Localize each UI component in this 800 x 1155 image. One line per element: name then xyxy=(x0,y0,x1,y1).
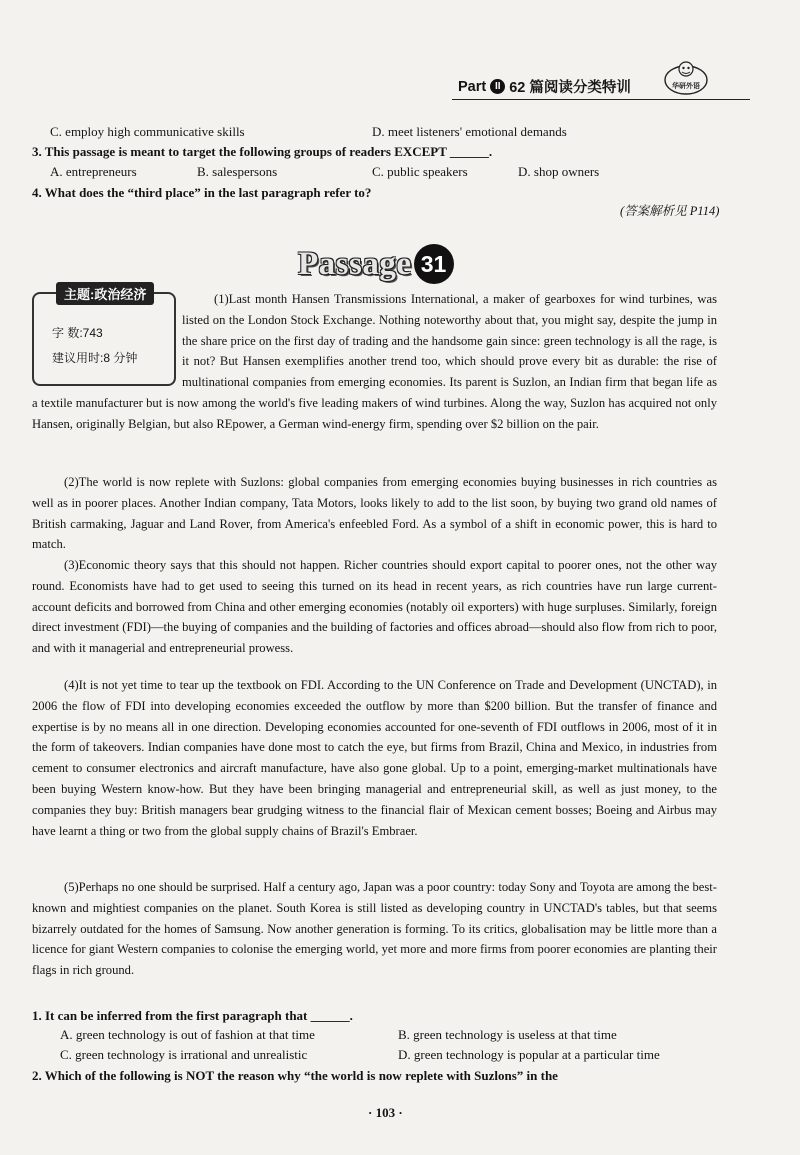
q1-option-c: C. green technology is irrational and unrealistic xyxy=(60,1047,308,1062)
answer-reference: (答案解析见 P114) xyxy=(620,204,720,218)
paragraph-1-text: (1)Last month Hansen Transmissions International, a maker of gearboxes for wind turbines, was listed on the London Stock Exchange. Nothing noteworthy about that, you might say, despite the jump in the share price on the first day of trading and the handsome gain since: green technology is all the rage, is it not? But Hansen exemplifies another trend too, which should prove every bit as durable: the rise of multinational companies from emerging economies. Its parent is Suzlon, an Indian firm that began life as a textile manufacturer but is now among the world's five leading makers of wind turbines. Along the way, Suzlon has acquired not only Hansen, originally Belgian, but also REpower, a German wind-energy firm, spending over $2 billion on the pair. xyxy=(32,292,717,431)
prev-q3-option-d: D. shop owners xyxy=(518,164,600,179)
publisher-logo-icon xyxy=(663,58,709,96)
q1-option-a: A. green technology is out of fashion at that time xyxy=(60,1027,315,1042)
topic-info-box xyxy=(32,287,176,386)
prev-q3-stem: 3. This passage is meant to target the following groups of readers EXCEPT ______. xyxy=(32,144,493,159)
logo-text: 华研外语 xyxy=(672,82,700,90)
header-title: 62 篇阅读分类特训 xyxy=(509,80,631,96)
q1-option-b: B. green technology is useless at that time xyxy=(398,1027,617,1042)
prev-q2-option-d: D. meet listeners' emotional demands xyxy=(372,124,567,139)
paragraph-5: (5)Perhaps no one should be surprised. Half a century ago, Japan was a poor country: today Sony and Toyota are among the best-known and mightiest companies on the planet. South Korea is still listed as developing country in UNCTAD's tables, but that seems bizarrely outdated for the homes of Samsung. Now another generation is forming. To its critics, globalisation may be little more than a licence for giant Western companies to colonise the emerging world, yet more and more firms from poorer economies are planting their flags in rich ground. xyxy=(32,880,717,978)
running-header xyxy=(458,76,631,97)
part-number-badge: II xyxy=(490,79,505,94)
paragraph-4: (4)It is not yet time to tear up the textbook on FDI. According to the UN Conference on Trade and Development (UNCTAD), in 2006 the flow of FDI into developing economies exceeded the outflow by more than $200 billion. But the transfer of finance and expertise is by no means all in one direction. Developing economies accounted for one-seventh of FDI outflows in 2006, most of it in the form of takeovers. Indian companies have done most to catch the eye, but firms from Brazil, China and Mexico, in industries from cement to consumer electronics and aircraft manufacture, have also gone global. Up to a point, emerging-market multinationals have been buying Western know-how. But they have been bringing managerial and entrepreneurial skill, as well as just money, to the companies they buy: British managers bear grudging witness to the financial flair of Mexican cement bosses; Boeing and Airbus may have learnt a thing or two from the global supply chains of Brazil's Embraer. xyxy=(32,678,717,838)
prev-q4-stem: 4. What does the “third place” in the last paragraph refer to? xyxy=(32,185,372,200)
prev-q3-option-a: A. entrepreneurs xyxy=(50,164,137,179)
prev-q3-option-b: B. salespersons xyxy=(197,164,278,179)
passage-label: Passage xyxy=(298,245,412,282)
prev-q3-option-c: C. public speakers xyxy=(372,164,468,179)
topic-title: 主题:政治经济 xyxy=(56,282,154,305)
passage-number-badge: 31 xyxy=(414,244,454,284)
prev-q2-option-c: C. employ high communicative skills xyxy=(50,124,245,139)
q2-stem: 2. Which of the following is NOT the reason why “the world is now replete with Suzlons” in the xyxy=(32,1068,558,1083)
q1-option-d: D. green technology is popular at a particular time xyxy=(398,1047,660,1062)
part-label: Part xyxy=(458,78,487,95)
page-number: · 103 · xyxy=(368,1105,403,1120)
suggested-time: 建议用时:8 分钟 xyxy=(52,351,138,365)
q1-stem: 1. It can be inferred from the first paragraph that ______. xyxy=(32,1008,353,1023)
paragraph-3: (3)Economic theory says that this should not happen. Richer countries should export capital to poorer ones, not the other way round. Economists have had to get used to seeing this turned on its head in recent years, as rich countries have run large current-account deficits and borrowed from China and other emerging economies (notably oil exporters) with huge surpluses. Similarly, foreign direct investment (FDI)—the buying of companies and the building of factories and offices abroad—should also flow from rich to poor, and with it managerial and entrepreneurial prowess. xyxy=(32,558,717,656)
word-count: 字 数:743 xyxy=(52,326,103,340)
header-rule xyxy=(452,99,750,100)
paragraph-2: (2)The world is now replete with Suzlons: global companies from emerging economies buying businesses in rich countries as well as in poorer places. Another Indian company, Tata Motors, looks likely to add to the list soon, by buying two grand old names of British carmaking, Jaguar and Land Rover, from America's enfeebled Ford. As a symbol of a shift in economic power, this is hard to match. xyxy=(32,475,717,552)
passage-title xyxy=(298,241,454,287)
